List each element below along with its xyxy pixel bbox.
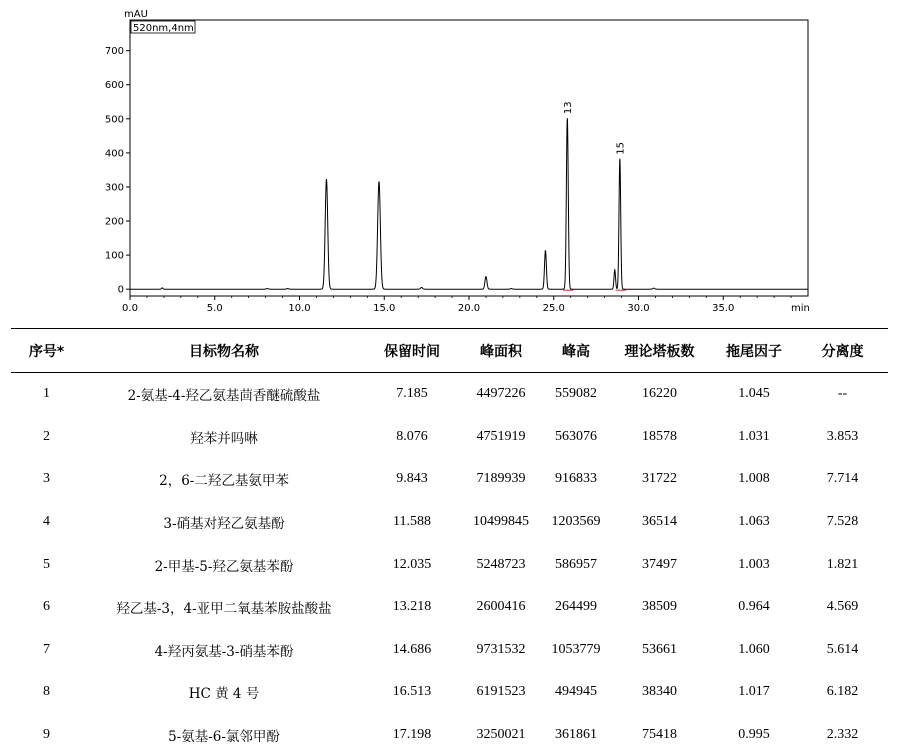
y-axis-label: mAU [124,9,148,20]
cell-index: 4 [43,514,50,530]
cell-peak-area: 9731532 [476,641,526,657]
cell-target-name: 羟苯并吗啉 [190,430,258,447]
cell-tailing-factor: 1.031 [738,428,770,444]
y-tick-label: 0 [117,284,124,296]
cell-theoretical-plates: 16220 [642,386,677,402]
y-tick-label: 100 [104,250,124,262]
cell-retention-time: 14.686 [392,641,432,657]
cell-index: 7 [43,641,50,657]
cell-resolution: 6.182 [826,684,859,700]
cell-index: 2 [43,428,50,444]
cell-resolution: 1.821 [826,556,859,572]
cell-tailing-factor: 1.063 [738,514,770,530]
cell-target-name: 2-氨基-4-羟乙氨基茴香醚硫酸盐 [127,388,321,405]
header-target-name: 目标物名称 [82,329,366,373]
cell-theoretical-plates: 18578 [642,428,677,444]
header-tailing-factor: 拖尾因子 [711,329,797,373]
cell-resolution: 7.528 [826,514,859,530]
table-header-row [11,329,888,373]
y-tick-label: 200 [104,216,124,228]
table-row [11,416,888,459]
cell-index: 1 [43,386,50,402]
table-row [11,714,888,756]
cell-resolution: 4.569 [826,599,859,615]
y-tick-label: 400 [104,148,124,160]
detector-label: 520nm,4nm [133,23,194,34]
table-row [11,458,888,501]
header-retention-time: 保留时间 [366,329,458,373]
results-table [11,328,888,756]
cell-retention-time: 9.843 [396,471,428,487]
cell-tailing-factor: 1.045 [738,386,770,402]
y-tick-label: 600 [104,80,124,92]
cell-index: 8 [43,684,50,700]
cell-theoretical-plates: 37497 [642,556,677,572]
header-index: 序号* [11,329,82,373]
cell-retention-time: 8.076 [396,428,428,444]
cell-resolution: 2.332 [826,727,859,743]
x-axis-ticks [122,296,791,314]
x-tick-label: 0.0 [122,303,138,314]
cell-target-name: 4-羟丙氨基-3-硝基苯酚 [154,643,294,660]
cell-retention-time: 12.035 [392,556,432,572]
cell-peak-height: 1053779 [551,641,601,657]
x-axis-label: min [791,303,810,314]
header-peak-area: 峰面积 [458,329,544,373]
chromatogram-svg [0,0,899,320]
cell-target-name: 5-氨基-6-氯邻甲酚 [168,729,280,746]
y-tick-label: 700 [104,46,124,58]
cell-resolution: 3.853 [826,428,859,444]
cell-theoretical-plates: 53661 [642,641,677,657]
x-tick-label: 20.0 [457,303,481,314]
cell-peak-area: 10499845 [473,514,529,530]
cell-theoretical-plates: 38509 [642,599,677,615]
x-tick-label: 5.0 [206,303,223,314]
x-tick-label: 35.0 [712,303,735,314]
x-tick-label: 30.0 [627,303,650,314]
cell-peak-area: 7189939 [476,471,526,487]
cell-theoretical-plates: 36514 [642,514,677,530]
table-row [11,671,888,714]
cell-peak-height: 1203569 [551,514,601,530]
cell-retention-time: 7.185 [396,386,428,402]
cell-peak-area: 6191523 [476,684,526,700]
cell-target-name: 羟乙基-3，4-亚甲二氧基苯胺盐酸盐 [116,601,332,618]
cell-index: 5 [43,556,50,572]
table-row [11,543,888,586]
y-tick-label: 500 [104,114,124,126]
peak-label: 13 [562,101,574,115]
cell-tailing-factor: 1.003 [738,556,770,572]
cell-resolution: 7.714 [826,471,859,487]
table-row [11,586,888,629]
cell-retention-time: 17.198 [392,727,432,743]
chromatogram-chart [0,0,899,320]
x-tick-label: 25.0 [542,303,565,314]
table-row [11,373,888,416]
cell-tailing-factor: 1.008 [738,471,770,487]
cell-peak-height: 494945 [555,684,597,700]
cell-peak-height: 361861 [555,727,597,743]
cell-theoretical-plates: 75418 [642,727,677,743]
cell-target-name: 2-甲基-5-羟乙氨基苯酚 [154,558,294,575]
cell-tailing-factor: 0.995 [738,727,770,743]
x-tick-label: 15.0 [373,303,396,314]
x-tick-label: 10.0 [288,303,311,314]
cell-retention-time: 11.588 [393,514,431,530]
table-row [11,629,888,672]
cell-peak-height: 563076 [555,428,597,444]
cell-peak-area: 4497226 [476,386,526,402]
chromatogram-trace [130,118,808,289]
cell-peak-height: 264499 [555,599,597,615]
cell-peak-height: 916833 [555,471,597,487]
cell-index: 6 [43,599,50,615]
cell-target-name: 3-硝基对羟乙氨基酚 [163,516,285,533]
cell-peak-height: 559082 [555,386,597,402]
table-row [11,501,888,544]
cell-tailing-factor: 1.017 [738,684,770,700]
cell-peak-area: 2600416 [476,599,526,615]
cell-resolution: -- [837,386,848,402]
cell-tailing-factor: 1.060 [738,641,770,657]
header-resolution: 分离度 [797,329,888,373]
cell-retention-time: 16.513 [392,684,432,700]
cell-resolution: 5.614 [826,641,859,657]
cell-theoretical-plates: 38340 [642,684,677,700]
cell-target-name: HC 黄 4 号 [188,686,260,703]
header-theoretical-plates: 理论塔板数 [608,329,711,373]
cell-peak-area: 3250021 [476,727,526,743]
cell-index: 3 [43,471,50,487]
plot-frame [130,20,808,296]
y-tick-label: 300 [104,182,124,194]
cell-peak-height: 586957 [555,556,597,572]
cell-index: 9 [43,727,50,743]
cell-peak-area: 5248723 [476,556,526,572]
y-axis-ticks [105,46,130,296]
header-peak-height: 峰高 [544,329,608,373]
cell-peak-area: 4751919 [476,428,526,444]
peak-labels [563,101,627,154]
cell-retention-time: 13.218 [392,599,432,615]
cell-tailing-factor: 0.964 [738,599,770,615]
cell-target-name: 2，6-二羟乙基氨甲苯 [159,473,289,490]
peak-label: 15 [615,141,627,155]
cell-theoretical-plates: 31722 [642,471,677,487]
